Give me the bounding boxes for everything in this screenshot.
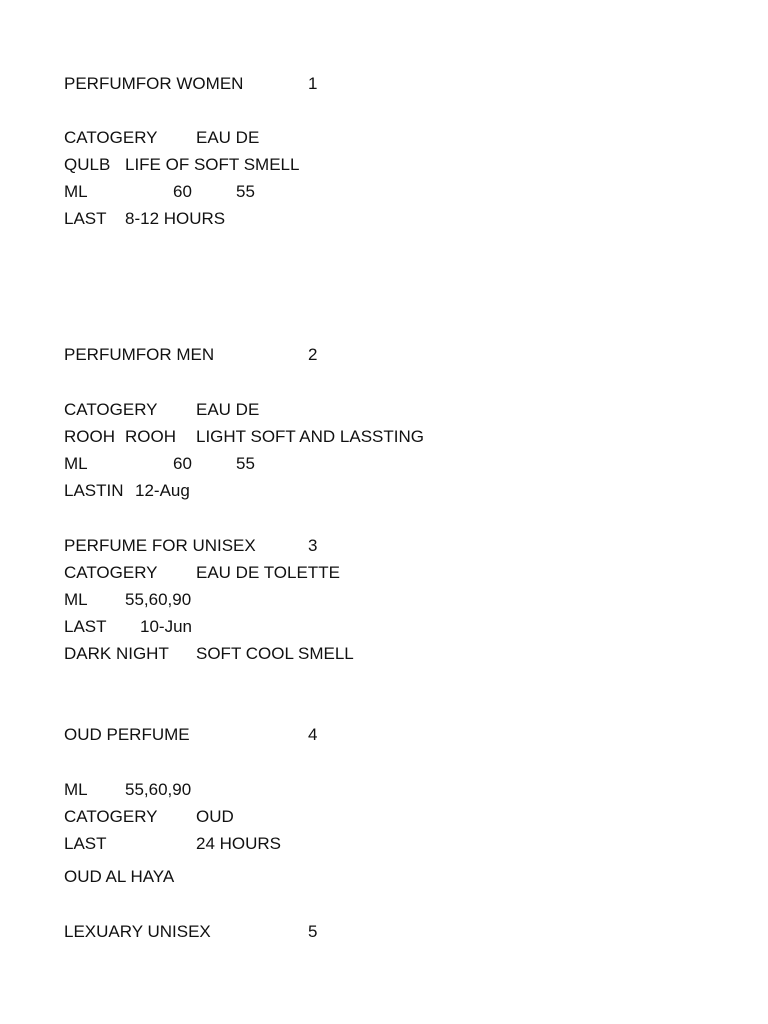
section-3-name-value: SOFT COOL SMELL (196, 644, 354, 663)
section-4-number: 4 (308, 725, 318, 744)
section-2-ml-label: ML (64, 454, 88, 473)
section-4-title: OUD PERFUME (64, 725, 190, 744)
section-2-title: PERFUMFOR MEN (64, 345, 215, 364)
section-1-name-label: QULB (64, 155, 111, 174)
section-2-name-label: ROOH (64, 427, 115, 446)
section-3-category-value: EAU DE TOLETTE (196, 563, 340, 582)
section-1-last-value: 8-12 HOURS (125, 209, 226, 228)
section-1-last-label: LAST (64, 209, 107, 228)
section-4-ml-label: ML (64, 780, 88, 799)
section-3-ml-label: ML (64, 590, 88, 609)
section-3-ml-value: 55,60,90 (125, 590, 192, 609)
section-5-title: LEXUARY UNISEX (64, 922, 211, 941)
section-4-last-label: LAST (64, 834, 107, 853)
section-2-ml-value2: 55 (236, 454, 255, 473)
section-2-category-value: EAU DE (196, 400, 260, 419)
section-3-last-label: LAST (64, 617, 107, 636)
section-5-number: 5 (308, 922, 318, 941)
section-1-ml-value2: 55 (236, 182, 255, 201)
section-1-ml-value: 60 (173, 182, 192, 201)
section-1-title: PERFUMFOR WOMEN (64, 74, 244, 93)
section-2-lasting-value: 12-Aug (135, 481, 190, 500)
section-4-category-value: OUD (196, 807, 234, 826)
section-1-category-label: CATOGERY (64, 128, 158, 147)
section-3-category-label: CATOGERY (64, 563, 158, 582)
section-4-last-value: 24 HOURS (196, 834, 282, 853)
section-1-number: 1 (308, 74, 318, 93)
section-2-description: LIGHT SOFT AND LASSTING (196, 427, 424, 446)
section-1-category-value: EAU DE (196, 128, 260, 147)
section-4-name-label: OUD AL HAYA (64, 867, 175, 886)
section-3-number: 3 (308, 536, 318, 555)
section-2-lasting-label: LASTIN (64, 481, 124, 500)
section-1-ml-label: ML (64, 182, 88, 201)
section-2-category-label: CATOGERY (64, 400, 158, 419)
section-3-name-label: DARK NIGHT (64, 644, 169, 663)
section-4-ml-value: 55,60,90 (125, 780, 192, 799)
section-3-last-value: 10-Jun (140, 617, 192, 636)
section-1-name-value: LIFE OF SOFT SMELL (125, 155, 300, 174)
section-3-title: PERFUME FOR UNISEX (64, 536, 256, 555)
section-4-category-label: CATOGERY (64, 807, 158, 826)
section-2-name-value: ROOH (125, 427, 176, 446)
section-2-ml-value: 60 (173, 454, 192, 473)
section-2-number: 2 (308, 345, 318, 364)
